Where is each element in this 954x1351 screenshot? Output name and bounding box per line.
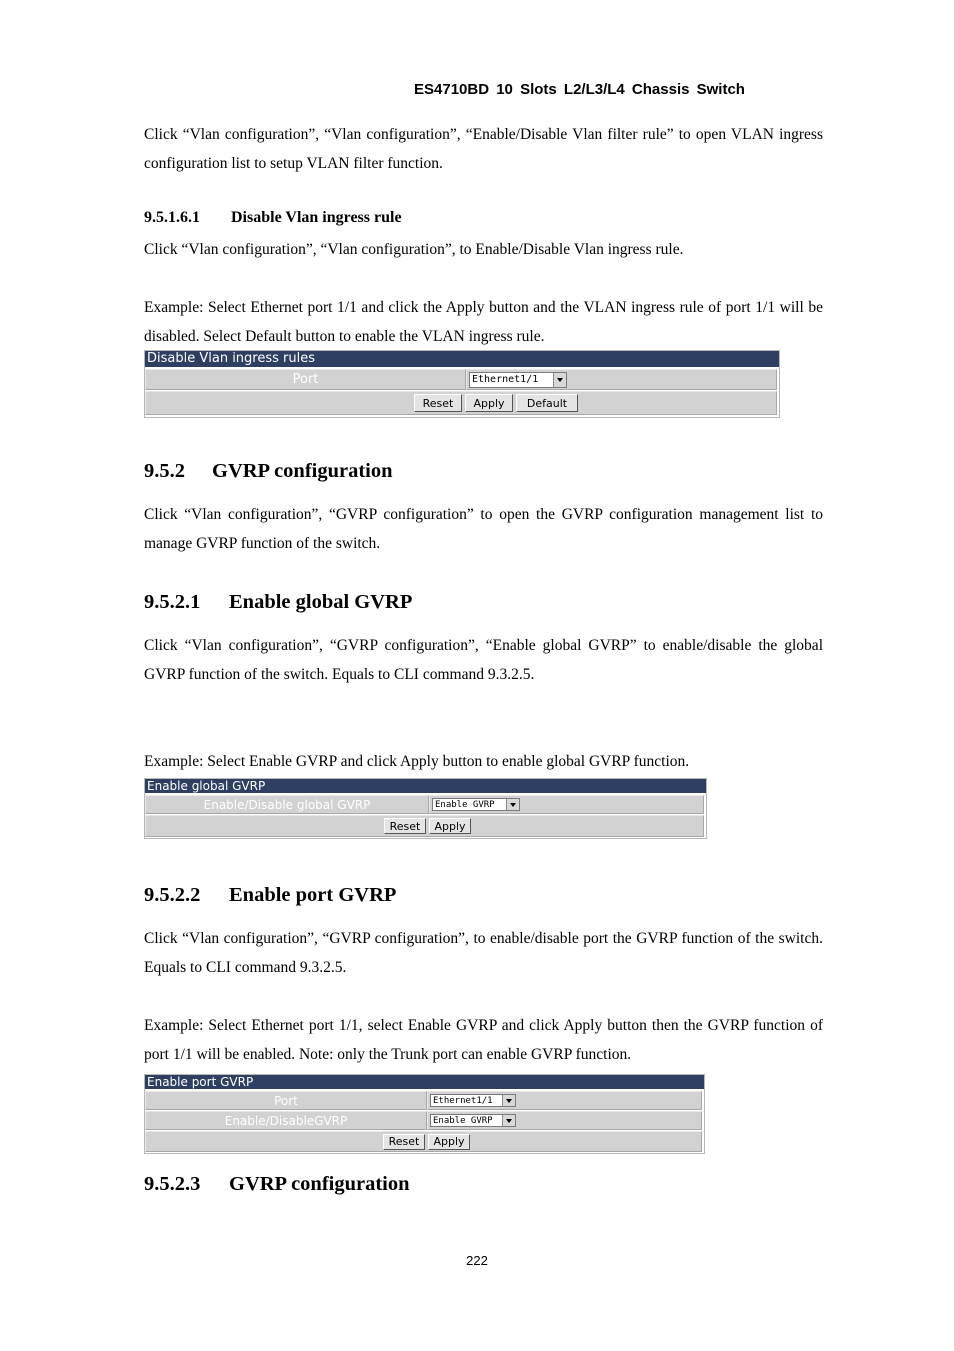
global-gvrp-label: Enable/Disable global GVRP xyxy=(145,795,429,814)
port-label: Port xyxy=(145,369,466,390)
paragraph-ingress-example: Example: Select Ethernet port 1/1 and click the Apply button and the VLAN ingress rule of port 1/1 will be disabled. Select Default button to enable the VLAN ingress rule. xyxy=(144,299,823,345)
heading-9-5-2-3: 9.5.2.3 GVRP configuration xyxy=(144,1173,410,1195)
heading-9-5-2-1: 9.5.2.1 Enable global GVRP xyxy=(144,591,413,613)
port-label: Port xyxy=(145,1091,427,1110)
reset-button[interactable]: Reset xyxy=(383,1134,425,1150)
port-cell xyxy=(427,1091,702,1110)
apply-button[interactable]: Apply xyxy=(428,1134,470,1150)
default-button[interactable]: Default xyxy=(516,394,578,412)
paragraph-global-example: Example: Select Enable GVRP and click Apply button to enable global GVRP function. xyxy=(144,753,690,770)
enable-global-gvrp-panel xyxy=(144,778,707,839)
panel-title: Enable port GVRP xyxy=(145,1075,704,1090)
panel-title: Disable Vlan ingress rules xyxy=(145,351,779,368)
panel-title: Enable global GVRP xyxy=(145,779,706,794)
global-gvrp-cell xyxy=(429,795,704,814)
gvrp-cell xyxy=(427,1111,702,1130)
paragraph-port-gvrp: Click “Vlan configuration”, “GVRP configuration”, to enable/disable port the GVRP function of the switch. Equals to CLI command 9.3.2.5. xyxy=(144,930,823,976)
enable-port-gvrp-panel xyxy=(144,1074,705,1154)
chevron-down-icon xyxy=(502,1095,515,1106)
paragraph-intro: Click “Vlan configuration”, “Vlan configuration”, “Enable/Disable Vlan filter rule” to open VLAN ingress configuration list to setup VLAN filter function. xyxy=(144,126,823,172)
chevron-down-icon xyxy=(506,799,519,810)
chevron-down-icon xyxy=(553,373,566,387)
paragraph-gvrp-config: Click “Vlan configuration”, “GVRP configuration” to open the GVRP configuration management list to manage GVRP function of the switch. xyxy=(144,506,823,552)
button-row xyxy=(145,1131,702,1152)
port-select[interactable]: Ethernet1/1 xyxy=(469,372,567,388)
heading-9-5-2-2: 9.5.2.2 Enable port GVRP xyxy=(144,884,397,906)
disable-vlan-ingress-panel xyxy=(144,350,780,418)
paragraph-port-example: Example: Select Ethernet port 1/1, select Enable GVRP and click Apply button then the GVRP function of port 1/1 will be enabled. Note: only the Trunk port can enable GVRP function. xyxy=(144,1017,823,1063)
apply-button[interactable]: Apply xyxy=(465,394,513,412)
apply-button[interactable]: Apply xyxy=(429,818,471,834)
running-header: ES4710BD 10 Slots L2/L3/L4 Chassis Switch xyxy=(414,81,745,98)
port-cell xyxy=(466,369,777,390)
page-number: 222 xyxy=(466,1253,488,1268)
port-select[interactable]: Ethernet1/1 xyxy=(430,1094,516,1107)
button-row xyxy=(145,391,777,415)
paragraph-ingress-rule: Click “Vlan configuration”, “Vlan configuration”, to Enable/Disable Vlan ingress rule. xyxy=(144,241,684,258)
gvrp-select[interactable]: Enable GVRP xyxy=(430,1114,516,1127)
global-gvrp-select[interactable]: Enable GVRP xyxy=(432,798,520,811)
heading-9-5-1-6-1: 9.5.1.6.1 Disable Vlan ingress rule xyxy=(144,209,402,226)
gvrp-label: Enable/DisableGVRP xyxy=(145,1111,427,1130)
reset-button[interactable]: Reset xyxy=(414,394,462,412)
reset-button[interactable]: Reset xyxy=(384,818,426,834)
heading-9-5-2: 9.5.2 GVRP configuration xyxy=(144,460,393,482)
chevron-down-icon xyxy=(502,1115,515,1126)
paragraph-global-gvrp: Click “Vlan configuration”, “GVRP configuration”, “Enable global GVRP” to enable/disable the global GVRP function of the switch. Equals to CLI command 9.3.2.5. xyxy=(144,637,823,683)
button-row xyxy=(145,815,704,837)
